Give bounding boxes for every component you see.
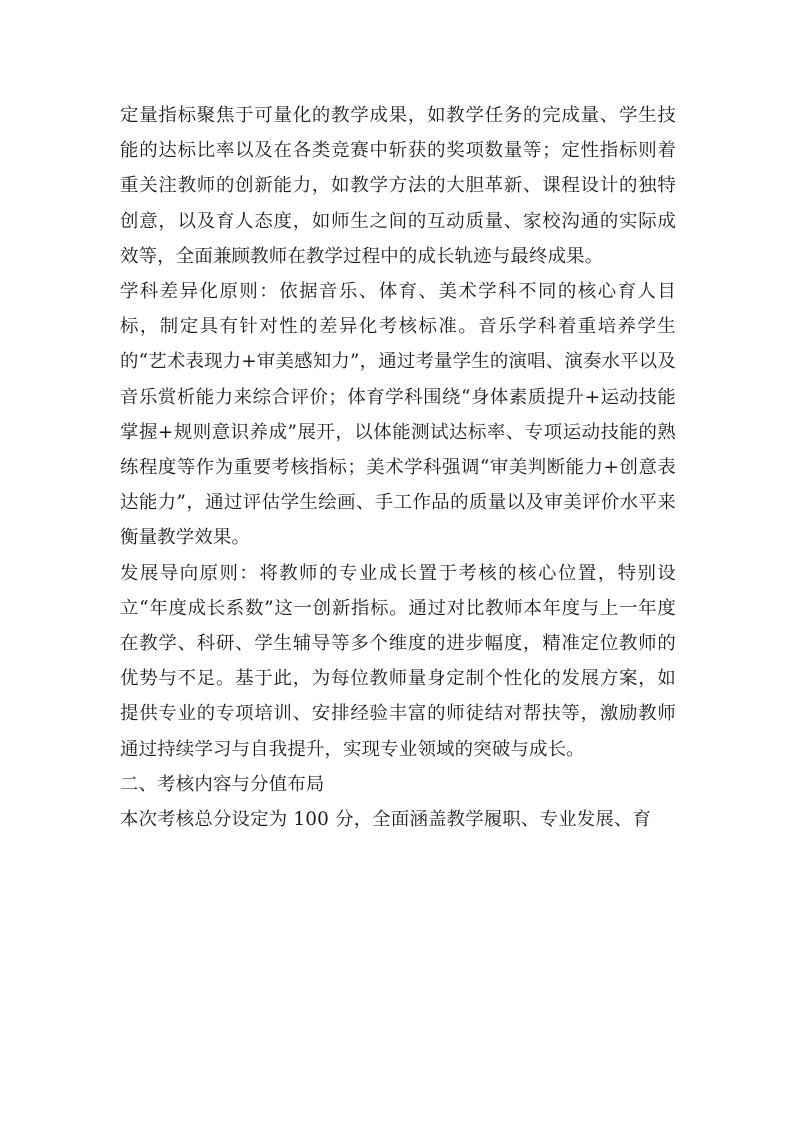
paragraph-assessment-content: 本次考核总分设定为 100 分，全面涵盖教学履职、专业发展、育 xyxy=(120,809,652,831)
paragraph-development-orientation: 发展导向原则：将教师的专业成长置于考核的核心位置，特别设立“年度成长系数”这一创新指标。通过对比教师本年度与上一年度在教学、科研、学生辅导等多个维度的进步幅度，精准定位教师的优势与不足。基于此，为每位教师量身定制个性化的发展方案，如提供专业的专项培训、安排经验丰富的师徒结对帮扶等，激励教师通过持续学习与自我提升，实现专业领域的突破与成长。 xyxy=(120,562,676,760)
section-heading: 二、考核内容与分值布局 xyxy=(120,773,325,795)
paragraph-quantitative-qualitative: 定量指标聚焦于可量化的教学成果，如教学任务的完成量、学生技能的达标比率以及在各类竞赛中斩获的奖项数量等；定性指标则着重关注教师的创新能力，如教学方法的大胆革新、课程设计的独特创意，以及育人态度，如师生之间的互动质量、家校沟通的实际成效等，全面兼顾教师在教学过程中的成长轨迹与最终成果。 xyxy=(120,105,676,267)
document-page xyxy=(120,98,676,837)
paragraph-subject-differentiation: 学科差异化原则：依据音乐、体育、美术学科不同的核心育人目标，制定具有针对性的差异化考核标准。音乐学科着重培养学生的“艺术表现力+审美感知力”，通过考量学生的演唱、演奏水平以及音乐赏析能力来综合评价；体育学科围绕“身体素质提升+运动技能掌握+规则意识养成”展开，以体能测试达标率、专项运动技能的熟练程度等作为重要考核指标；美术学科强调“审美判断能力+创意表达能力”，通过评估学生绘画、手工作品的质量以及审美评价水平来衡量教学效果。 xyxy=(120,281,676,549)
